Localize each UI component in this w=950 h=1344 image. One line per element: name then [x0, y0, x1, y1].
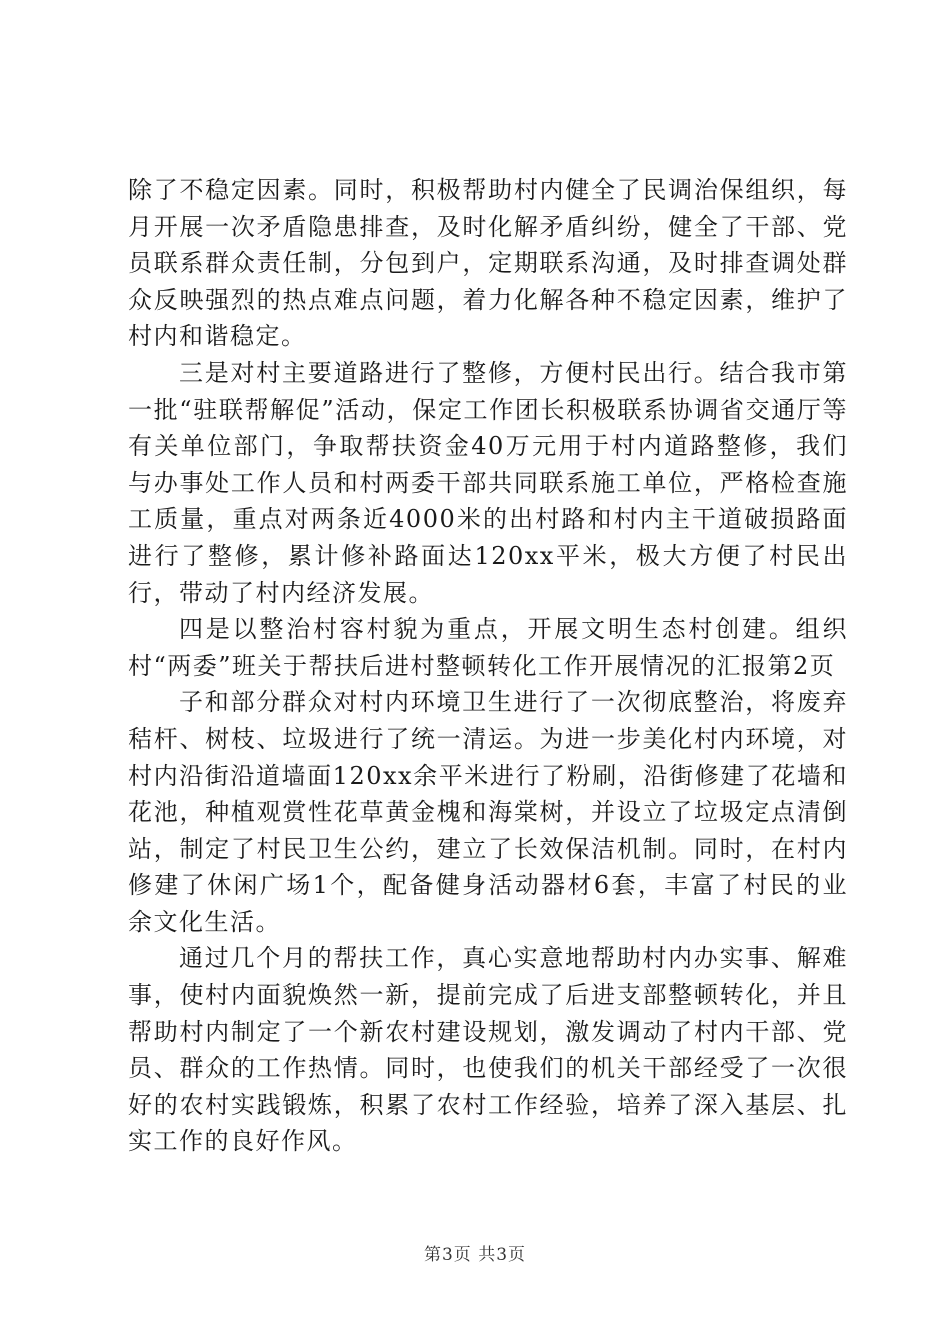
paragraph-2: 三是对村主要道路进行了整修，方便村民出行。结合我市第一批“驻联帮解促”活动，保定工作团长积极联系协调省交通厅等有关单位部门，争取帮扶资金40万元用于村内道路整修，我们与办事处工作人员和村两委干部共同联系施工单位，严格检查施工质量，重点对两条近4000米的出村路和村内主干道破损路面进行了整修，累计修补路面达120xx平米，极大方便了村民出行，带动了村内经济发展。	[128, 358, 848, 607]
paragraph-3: 四是以整治村容村貌为重点，开展文明生态村创建。组织村“两委”班关于帮扶后进村整顿转化工作开展情况的汇报第2页	[128, 615, 848, 680]
paragraph-4: 子和部分群众对村内环境卫生进行了一次彻底整治，将废弃秸杆、树枝、垃圾进行了统一清运。为进一步美化村内环境，对村内沿街沿道墙面120xx余平米进行了粉刷，沿街修建了花墙和花池，种植观赏性花草黄金槐和海棠树，并设立了垃圾定点清倒站，制定了村民卫生公约，建立了长效保洁机制。同时，在村内修建了休闲广场1个，配备健身活动器材6套，丰富了村民的业余文化生活。	[128, 688, 848, 936]
document-body	[128, 172, 848, 1160]
paragraph-1: 除了不稳定因素。同时，积极帮助村内健全了民调治保组织，每月开展一次矛盾隐患排查，及时化解矛盾纠纷，健全了干部、党员联系群众责任制，分包到户，定期联系沟通，及时排查调处群众反映强烈的热点难点问题，着力化解各种不稳定因素，维护了村内和谐稳定。	[128, 176, 848, 351]
paragraph-5: 通过几个月的帮扶工作，真心实意地帮助村内办实事、解难事，使村内面貌焕然一新，提前完成了后进支部整顿转化，并且帮助村内制定了一个新农村建设规划，激发调动了村内干部、党员、群众的工作热情。同时，也使我们的机关干部经受了一次很好的农村实践锻炼，积累了农村工作经验，培养了深入基层、扎实工作的良好作风。	[128, 944, 848, 1156]
page-footer: 第3页 共3页	[423, 1245, 527, 1265]
